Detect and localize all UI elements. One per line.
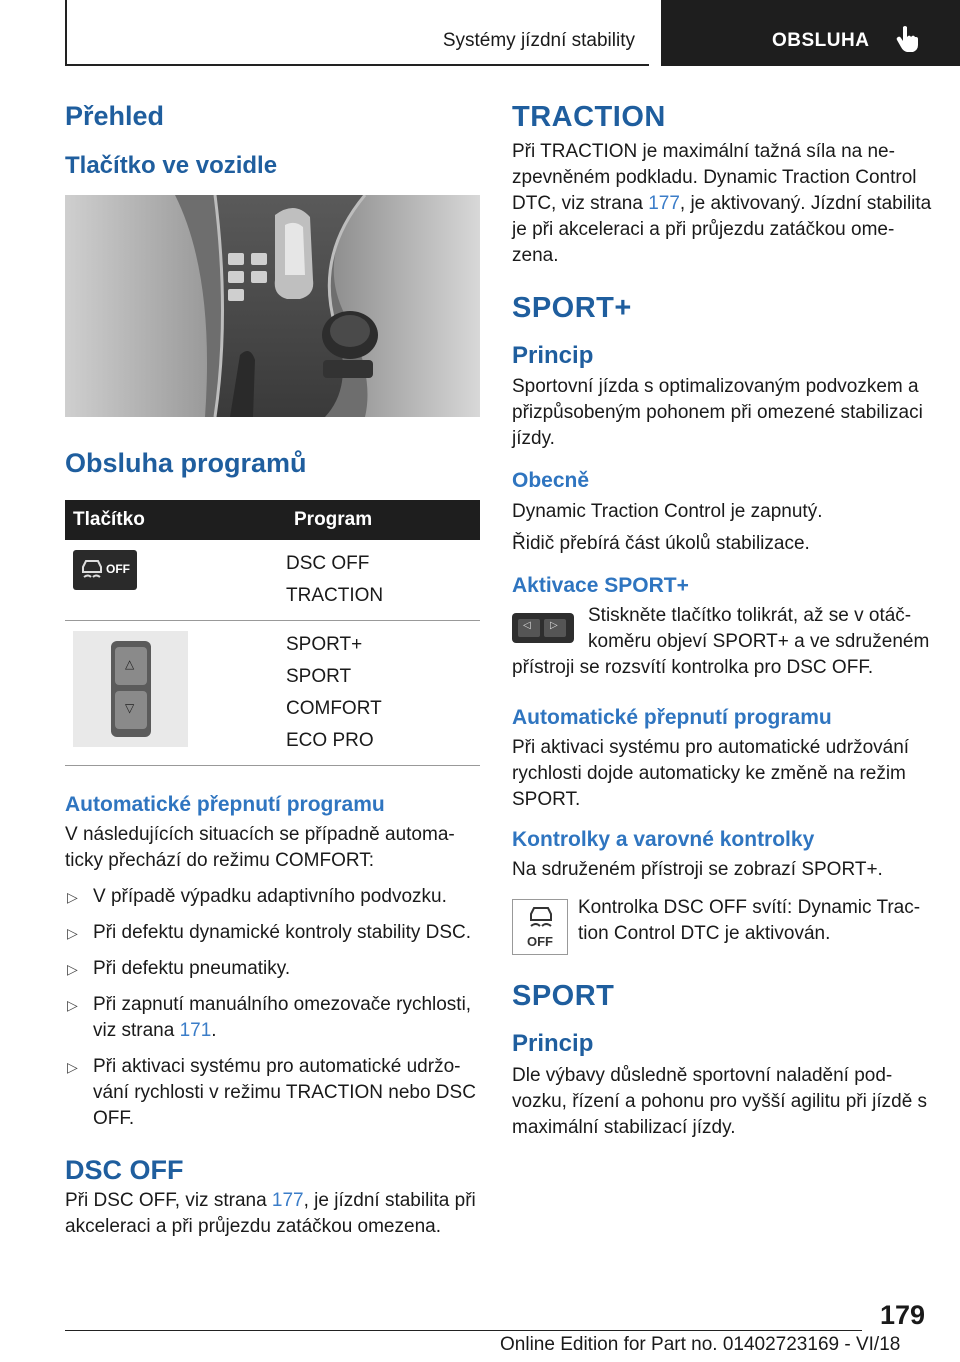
kontrolka-block (512, 895, 932, 961)
dsc-off-warning-lamp (512, 899, 568, 955)
paragraph-princip-2: Dle výbavy důsledně sportovní naladění pod-vozku, řízení a pohonu pro vyšší agilitu při jízdě s maximální stabilizací jízdy. (512, 1064, 928, 1138)
paragraph-princip: Sportovní jízda s optimalizovaným podvozkem a přizpůsobeným pohonem při omezené stabilizaci jízdy. (512, 376, 923, 450)
heading-obecne: Obecně (512, 469, 590, 493)
paragraph-automaticke-prepnuti-2: Při aktivaci systému pro automatické udržování rychlosti dojde automaticky ke změně na režim SPORT. (512, 737, 910, 811)
heading-automaticke-prepnuti-2: Automatické přepnutí programu (512, 705, 832, 729)
left-column (65, 100, 480, 1240)
table-cell-button (65, 540, 286, 621)
program-sport: SPORT (286, 665, 352, 687)
list-item: ▷ V případě výpadku adaptivního podvozku. (65, 884, 480, 910)
dsc-warning-car-icon (521, 902, 561, 934)
heading-dsc-off: DSC OFF (65, 1154, 184, 1185)
paragraph-dsc-off (65, 1188, 480, 1240)
center-console-illustration (65, 195, 480, 417)
heading-aktivace: Aktivace SPORT+ (512, 573, 689, 597)
footer-edition: Online Edition for Part no. 01402723169 - VI/18 (500, 1334, 901, 1355)
paragraph-obecne-2: Řidič přebírá část úkolů stabilizace. (512, 532, 810, 554)
table-cell-programs (286, 620, 480, 765)
bullet-list (65, 884, 480, 1132)
mode-switch-button-image (512, 613, 574, 643)
dsc-car-skid-icon (78, 555, 106, 583)
header-chapter-box (661, 0, 960, 66)
heading-princip: Princip (512, 341, 594, 369)
paragraph-aktivace-b: přístroji se rozsvítí kontrolka pro DSC OFF. (512, 656, 874, 678)
heading-princip-2: Princip (512, 1030, 594, 1058)
heading-sport-plus: SPORT+ (512, 291, 632, 324)
paragraph-kontrolky: Na sdruženém přístroji se zobrazí SPORT+. (512, 859, 883, 881)
table-row (65, 540, 480, 621)
page-link-177[interactable]: 177 (271, 1190, 304, 1212)
paragraph-aktivace-a: Stiskněte tlačítko tolikrát, až se v otáč-koměru objeví SPORT+ a ve sdruženém (588, 604, 930, 652)
footer-divider (65, 1330, 862, 1331)
program-table (65, 500, 480, 766)
dsc-off-button-image (73, 550, 137, 590)
arrow-right-icon: ▷ (550, 619, 558, 631)
program-comfort: COMFORT (286, 697, 382, 719)
header-section-box (65, 0, 649, 66)
warning-off-label: OFF (527, 934, 553, 950)
heading-prehled: Přehled (65, 101, 165, 131)
text: Při DSC OFF, viz strana (65, 1190, 272, 1212)
header-separator (649, 0, 661, 66)
table-cell-programs (286, 540, 480, 621)
heading-kontrolky: Kontrolky a varovné kontrolky (512, 828, 815, 852)
list-item: ▷ Při aktivaci systému pro automatické udržo-vání rychlosti v režimu TRACTION nebo DSC OFF. (65, 1054, 480, 1132)
paragraph-traction (512, 139, 932, 269)
heading-tlacitko-ve-vozidle: Tlačítko ve vozidle (65, 152, 278, 180)
program-dsc-off: DSC OFF (286, 552, 370, 574)
page-number: 179 (880, 1300, 926, 1330)
aktivace-block (512, 603, 932, 655)
list-item: ▷ Při defektu pneumatiky. (65, 956, 480, 982)
dsc-off-label: OFF (106, 561, 130, 576)
driving-experience-switch-image (73, 631, 188, 747)
table-cell-button (65, 620, 286, 765)
center-console-photo (65, 195, 480, 417)
paragraph-obecne-1: Dynamic Traction Control je zapnutý. (512, 500, 823, 522)
program-eco-pro: ECO PRO (286, 729, 374, 751)
table-row (65, 620, 480, 765)
list-item (65, 992, 480, 1044)
arrow-left-icon: ◁ (523, 619, 531, 631)
text: , je aktivovaný. Jízdní stabilita je při akceleraci a při průjezdu zatáčkou ome-zena. (512, 192, 932, 266)
table-header-program: Program (286, 500, 480, 540)
page-link-171[interactable]: 171 (179, 1019, 212, 1041)
arrow-down-icon: ▽ (125, 700, 135, 715)
table-header-row (65, 500, 480, 540)
page-link-177[interactable]: 177 (648, 192, 680, 214)
right-column (512, 100, 932, 1141)
bullet-end: . (211, 1019, 217, 1041)
header-chapter-title: OBSLUHA (772, 30, 870, 51)
paragraph-kontrolka: Kontrolka DSC OFF svítí: Dynamic Trac-tion Control DTC je aktivován. (578, 897, 921, 945)
paragraph-automaticke-prepnuti: V následujících situacích se případně automa-ticky přechází do režimu COMFORT: (65, 823, 455, 871)
list-item: ▷ Při defektu dynamické kontroly stability DSC. (65, 920, 480, 946)
program-traction: TRACTION (286, 584, 384, 606)
heading-sport: SPORT (512, 980, 615, 1013)
hand-pointer-icon (896, 25, 920, 53)
table-header-tlacitko: Tlačítko (65, 500, 286, 540)
arrow-up-icon: △ (125, 656, 135, 671)
header-section-title: Systémy jízdní stability (442, 30, 635, 51)
heading-automaticke-prepnuti: Automatické přepnutí programu (65, 792, 385, 816)
bullet-text: Při zapnutí manuálního omezovače rychlosti, viz strana (93, 993, 472, 1041)
heading-obsluha-programu: Obsluha programů (65, 448, 307, 479)
heading-traction: TRACTION (512, 101, 666, 133)
program-sport-plus: SPORT+ (286, 633, 363, 655)
text: Při TRACTION je maximální tažná síla na ne-zpevněném podkladu. Dynamic Traction Control DTC, viz strana (512, 140, 917, 214)
text: , je jízdní stabilita při akceleraci a při průjezdu zatáčkou omezena. (65, 1190, 476, 1238)
